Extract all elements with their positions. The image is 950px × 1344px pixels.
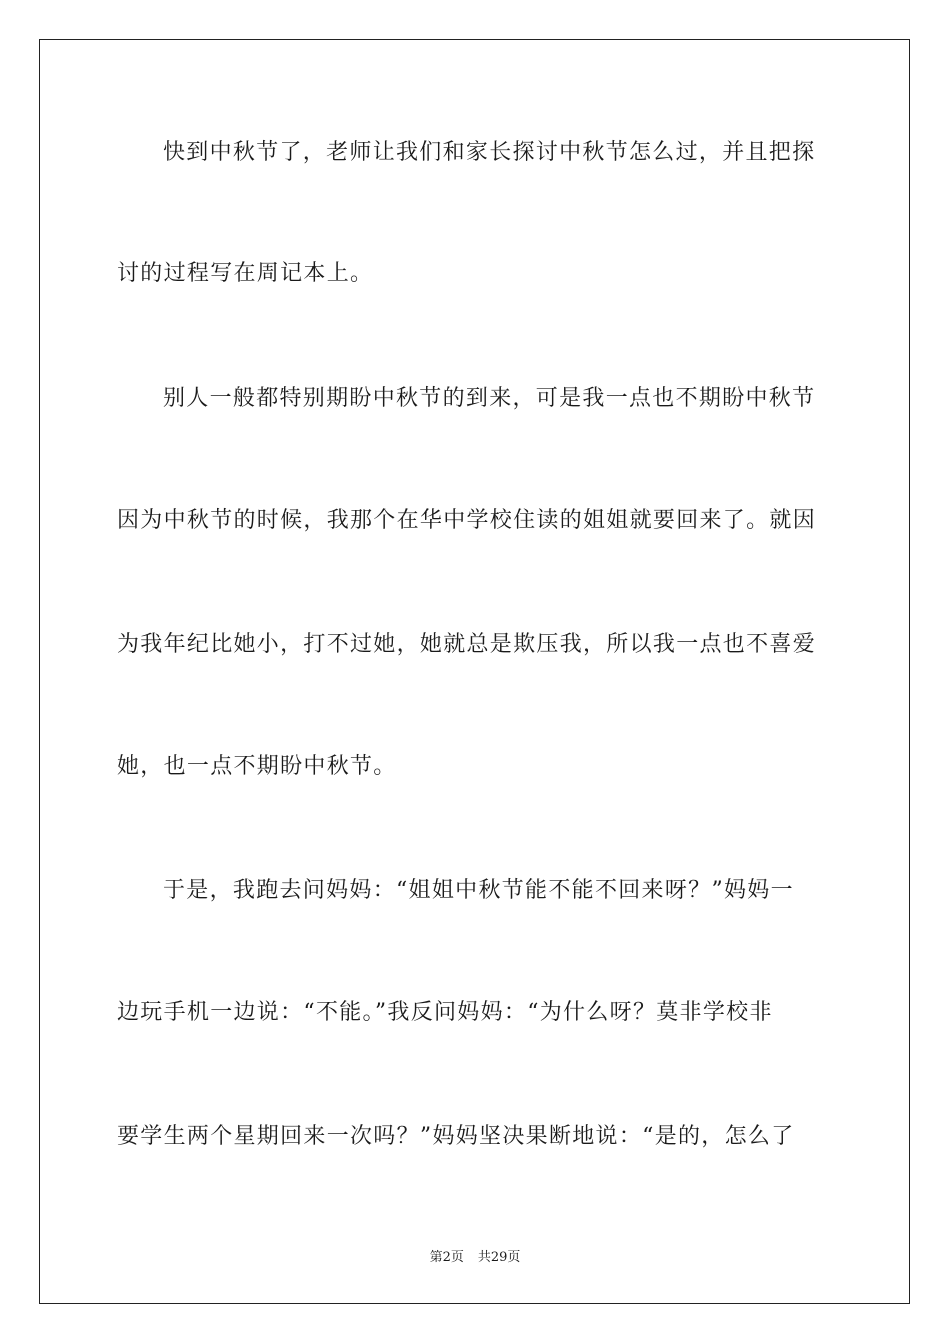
page-footer — [0, 1246, 950, 1265]
text-line-7: 于是，我跑去问妈妈：“姐姐中秋节能不能不回来呀？”妈妈一 — [163, 878, 794, 903]
current-page-label: 第2页 — [429, 1250, 464, 1265]
page-frame — [39, 39, 910, 1304]
text-line-9: 要学生两个星期回来一次吗？”妈妈坚决果断地说：“是的，怎么了 — [117, 1124, 795, 1149]
text-line-2: 讨的过程写在周记本上。 — [117, 261, 374, 286]
text-line-8: 边玩手机一边说：“不能。”我反问妈妈：“为什么呀？莫非学校非 — [117, 1000, 773, 1025]
total-pages-label: 共29页 — [477, 1250, 521, 1265]
text-line-3: 别人一般都特别期盼中秋节的到来，可是我一点也不期盼中秋节 — [163, 386, 816, 411]
text-line-1: 快到中秋节了，老师让我们和家长探讨中秋节怎么过，并且把探 — [163, 140, 816, 165]
text-line-4: 因为中秋节的时候，我那个在华中学校住读的姐姐就要回来了。就因 — [117, 508, 817, 533]
text-line-6: 她，也一点不期盼中秋节。 — [117, 754, 397, 779]
text-line-5: 为我年纪比她小，打不过她，她就总是欺压我，所以我一点也不喜爱 — [117, 632, 817, 657]
